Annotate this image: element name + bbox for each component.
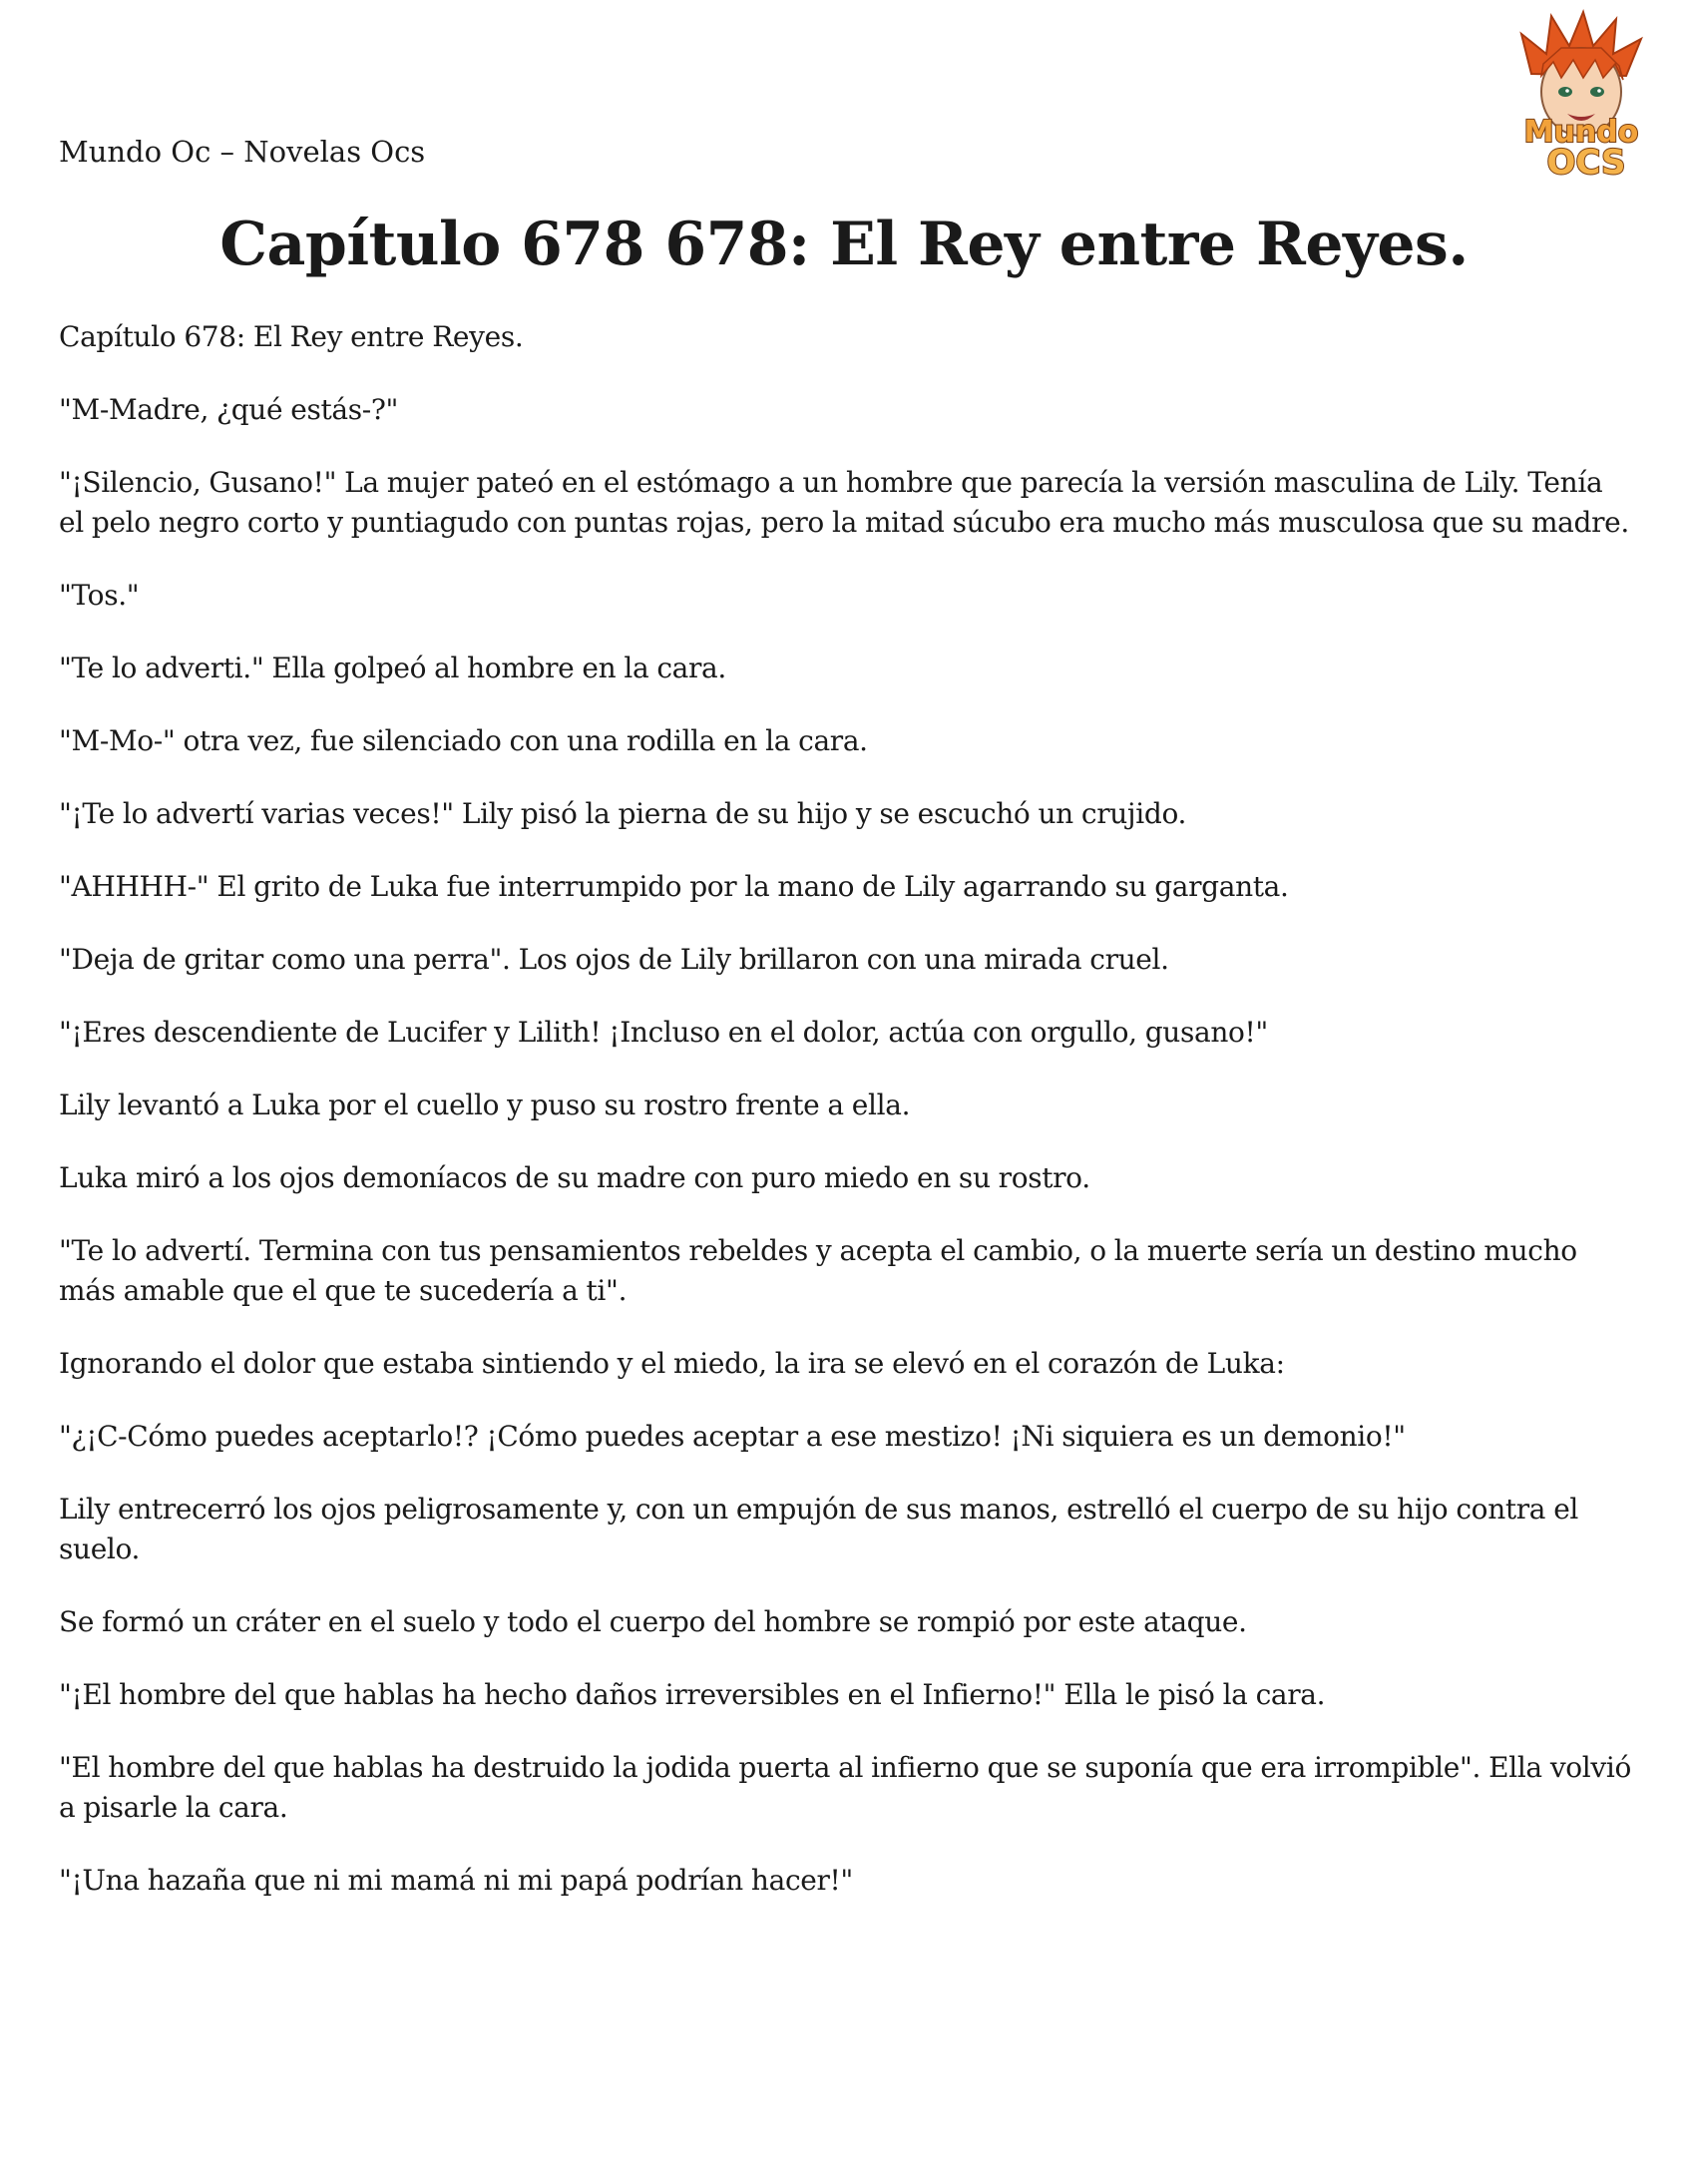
paragraph: "AHHHH-" El grito de Luka fue interrumpido por la mano de Lily agarrando su garganta. bbox=[59, 870, 1289, 903]
paragraph: "Deja de gritar como una perra". Los ojos de Lily brillaron con una mirada cruel. bbox=[59, 943, 1169, 976]
paragraph: Se formó un cráter en el suelo y todo el cuerpo del hombre se rompió por este ataque. bbox=[59, 1605, 1247, 1638]
chapter-body bbox=[59, 317, 1635, 1934]
paragraph: "M-Mo-" otra vez, fue silenciado con una rodilla en la cara. bbox=[59, 724, 868, 757]
paragraph: Ignorando el dolor que estaba sintiendo y el miedo, la ira se elevó en el corazón de Luka: bbox=[59, 1347, 1285, 1380]
logo-text-bottom: OCS bbox=[1546, 143, 1626, 183]
paragraph: "¡Te lo advertí varias veces!" Lily pisó la pierna de su hijo y se escuchó un crujido. bbox=[59, 797, 1187, 830]
paragraph: Lily levantó a Luka por el cuello y puso su rostro frente a ella. bbox=[59, 1089, 911, 1121]
paragraph: Capítulo 678: El Rey entre Reyes. bbox=[59, 320, 524, 353]
paragraph: "Te lo adverti." Ella golpeó al hombre en la cara. bbox=[59, 652, 726, 684]
site-header: Mundo Oc – Novelas Ocs bbox=[59, 135, 426, 169]
paragraph: Lily entrecerró los ojos peligrosamente y, con un empujón de sus manos, estrelló el cuerpo de su hijo contra el suelo. bbox=[59, 1493, 1579, 1565]
paragraph: "El hombre del que hablas ha destruido la jodida puerta al infierno que se suponía que era irrompible". Ella volvió a pisarle la cara. bbox=[59, 1751, 1631, 1824]
logo-text-top: Mundo bbox=[1523, 115, 1639, 150]
paragraph: "M-Madre, ¿qué estás-?" bbox=[59, 393, 399, 426]
chapter-title: Capítulo 678 678: El Rey entre Reyes. bbox=[219, 210, 1469, 279]
paragraph: "¡Una hazaña que ni mi mamá ni mi papá podrían hacer!" bbox=[59, 1864, 853, 1897]
paragraph: "Te lo advertí. Termina con tus pensamientos rebeldes y acepta el cambio, o la muerte sería un destino mucho más amable que el que te sucedería a ti". bbox=[59, 1234, 1577, 1307]
paragraph: "¡Silencio, Gusano!" La mujer pateó en el estómago a un hombre que parecía la versión masculina de Lily. Tenía el pelo negro corto y puntiagudo con puntas rojas, pero la mitad súcubo era mucho más musculosa que su madre. bbox=[59, 466, 1629, 539]
paragraph: "¡El hombre del que hablas ha hecho daños irreversibles en el Infierno!" Ella le pisó la cara. bbox=[59, 1678, 1326, 1711]
paragraph: "¿¡C-Cómo puedes aceptarlo!? ¡Cómo puedes aceptar a ese mestizo! ¡Ni siquiera es un demonio!" bbox=[59, 1420, 1406, 1453]
paragraph: "¡Eres descendiente de Lucifer y Lilith! ¡Incluso en el dolor, actúa con orgullo, gusano!" bbox=[59, 1016, 1268, 1049]
paragraph: "Tos." bbox=[59, 579, 140, 612]
anime-character-logo-icon bbox=[1491, 4, 1671, 184]
paragraph: Luka miró a los ojos demoníacos de su madre con puro miedo en su rostro. bbox=[59, 1161, 1090, 1194]
